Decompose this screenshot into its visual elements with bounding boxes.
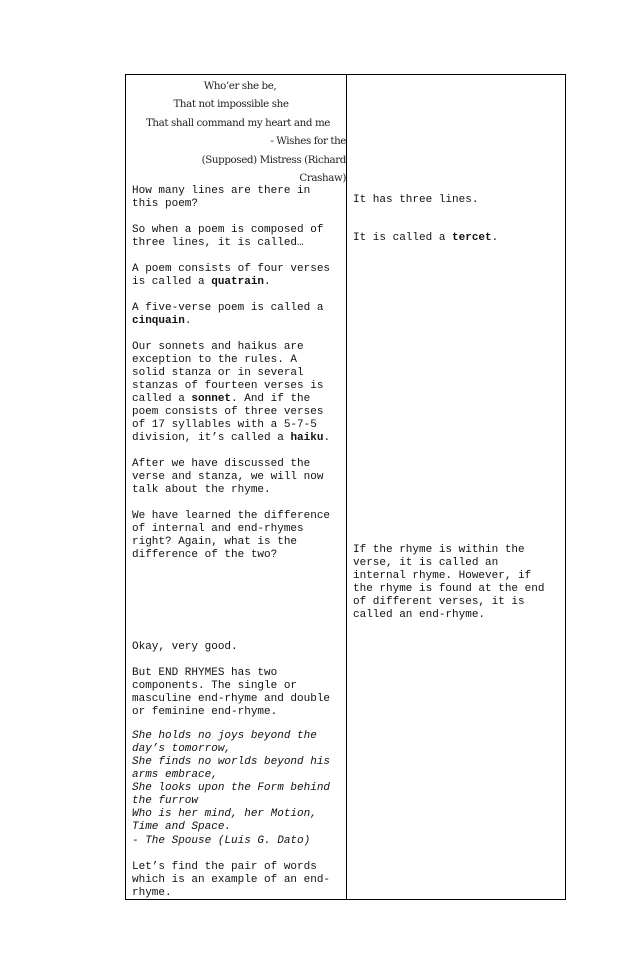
question-tercet: So when a poem is composed of three lines, it is called… xyxy=(132,224,324,249)
text-sonnet-haiku: Our sonnets and haikus are exception to the rules. A solid stanza or in several stanzas of fourteen verses is called a sonnet. And if the poem consists of three verses of 17 syllables with a 5-7-5 division, it’s called a haiku. xyxy=(132,341,331,444)
poem-excerpt xyxy=(132,77,346,187)
answer-line-count: It has three lines. xyxy=(353,194,479,206)
text-quatrain: A poem consists of four verses is called a quatrain. xyxy=(132,263,331,288)
term-sonnet: sonnet xyxy=(191,393,232,405)
answer-rhyme-difference: If the rhyme is within the verse, it is called an internal rhyme. However, if the rhyme is found at the end of different verses, it is called an end-rhyme. xyxy=(353,544,545,621)
poem-line-2: That not impossible she xyxy=(173,98,289,111)
spouse-poem: She holds no joys beyond the day’s tomorrow, She finds no worlds beyond his arms embrace, She looks upon the Form behind the furrow Who is her mind, her Motion, Time and Space. xyxy=(132,730,331,833)
text-find-pair: Let’s find the pair of words which is an example of an end- rhyme. xyxy=(132,861,331,899)
term-cinquain: cinquain xyxy=(132,315,185,327)
term-tercet: tercet xyxy=(452,232,492,244)
question-line-count: How many lines are there in this poem? xyxy=(132,185,311,210)
term-quatrain: quatrain xyxy=(211,276,265,288)
answer-tercet: It is called a tercet. xyxy=(353,232,499,244)
text-okay: Okay, very good. xyxy=(132,641,238,653)
question-rhyme-difference: We have learned the difference of internal and end-rhymes right? Again, what is the difference of the two? xyxy=(132,510,331,561)
text-end-rhymes: But END RHYMES has two components. The single or masculine end-rhyme and double or feminine end-rhyme. xyxy=(132,667,331,718)
poem-attribution-1: - Wishes for the xyxy=(270,135,346,148)
spouse-attribution: - The Spouse (Luis G. Dato) xyxy=(132,835,311,847)
poem-attribution-2: (Supposed) Mistress (Richard xyxy=(201,153,346,166)
poem-attribution-3: Crashaw) xyxy=(299,172,346,185)
text-rhyme-intro: After we have discussed the verse and stanza, we will now talk about the rhyme. xyxy=(132,458,324,496)
poem-line-3: That shall command my heart and me xyxy=(145,116,331,129)
column-divider xyxy=(346,75,347,899)
text-cinquain: A five-verse poem is called a cinquain. xyxy=(132,302,324,327)
term-haiku: haiku xyxy=(290,432,324,444)
lesson-table xyxy=(125,74,566,900)
poem-line-1: Who’er she be, xyxy=(203,80,277,92)
